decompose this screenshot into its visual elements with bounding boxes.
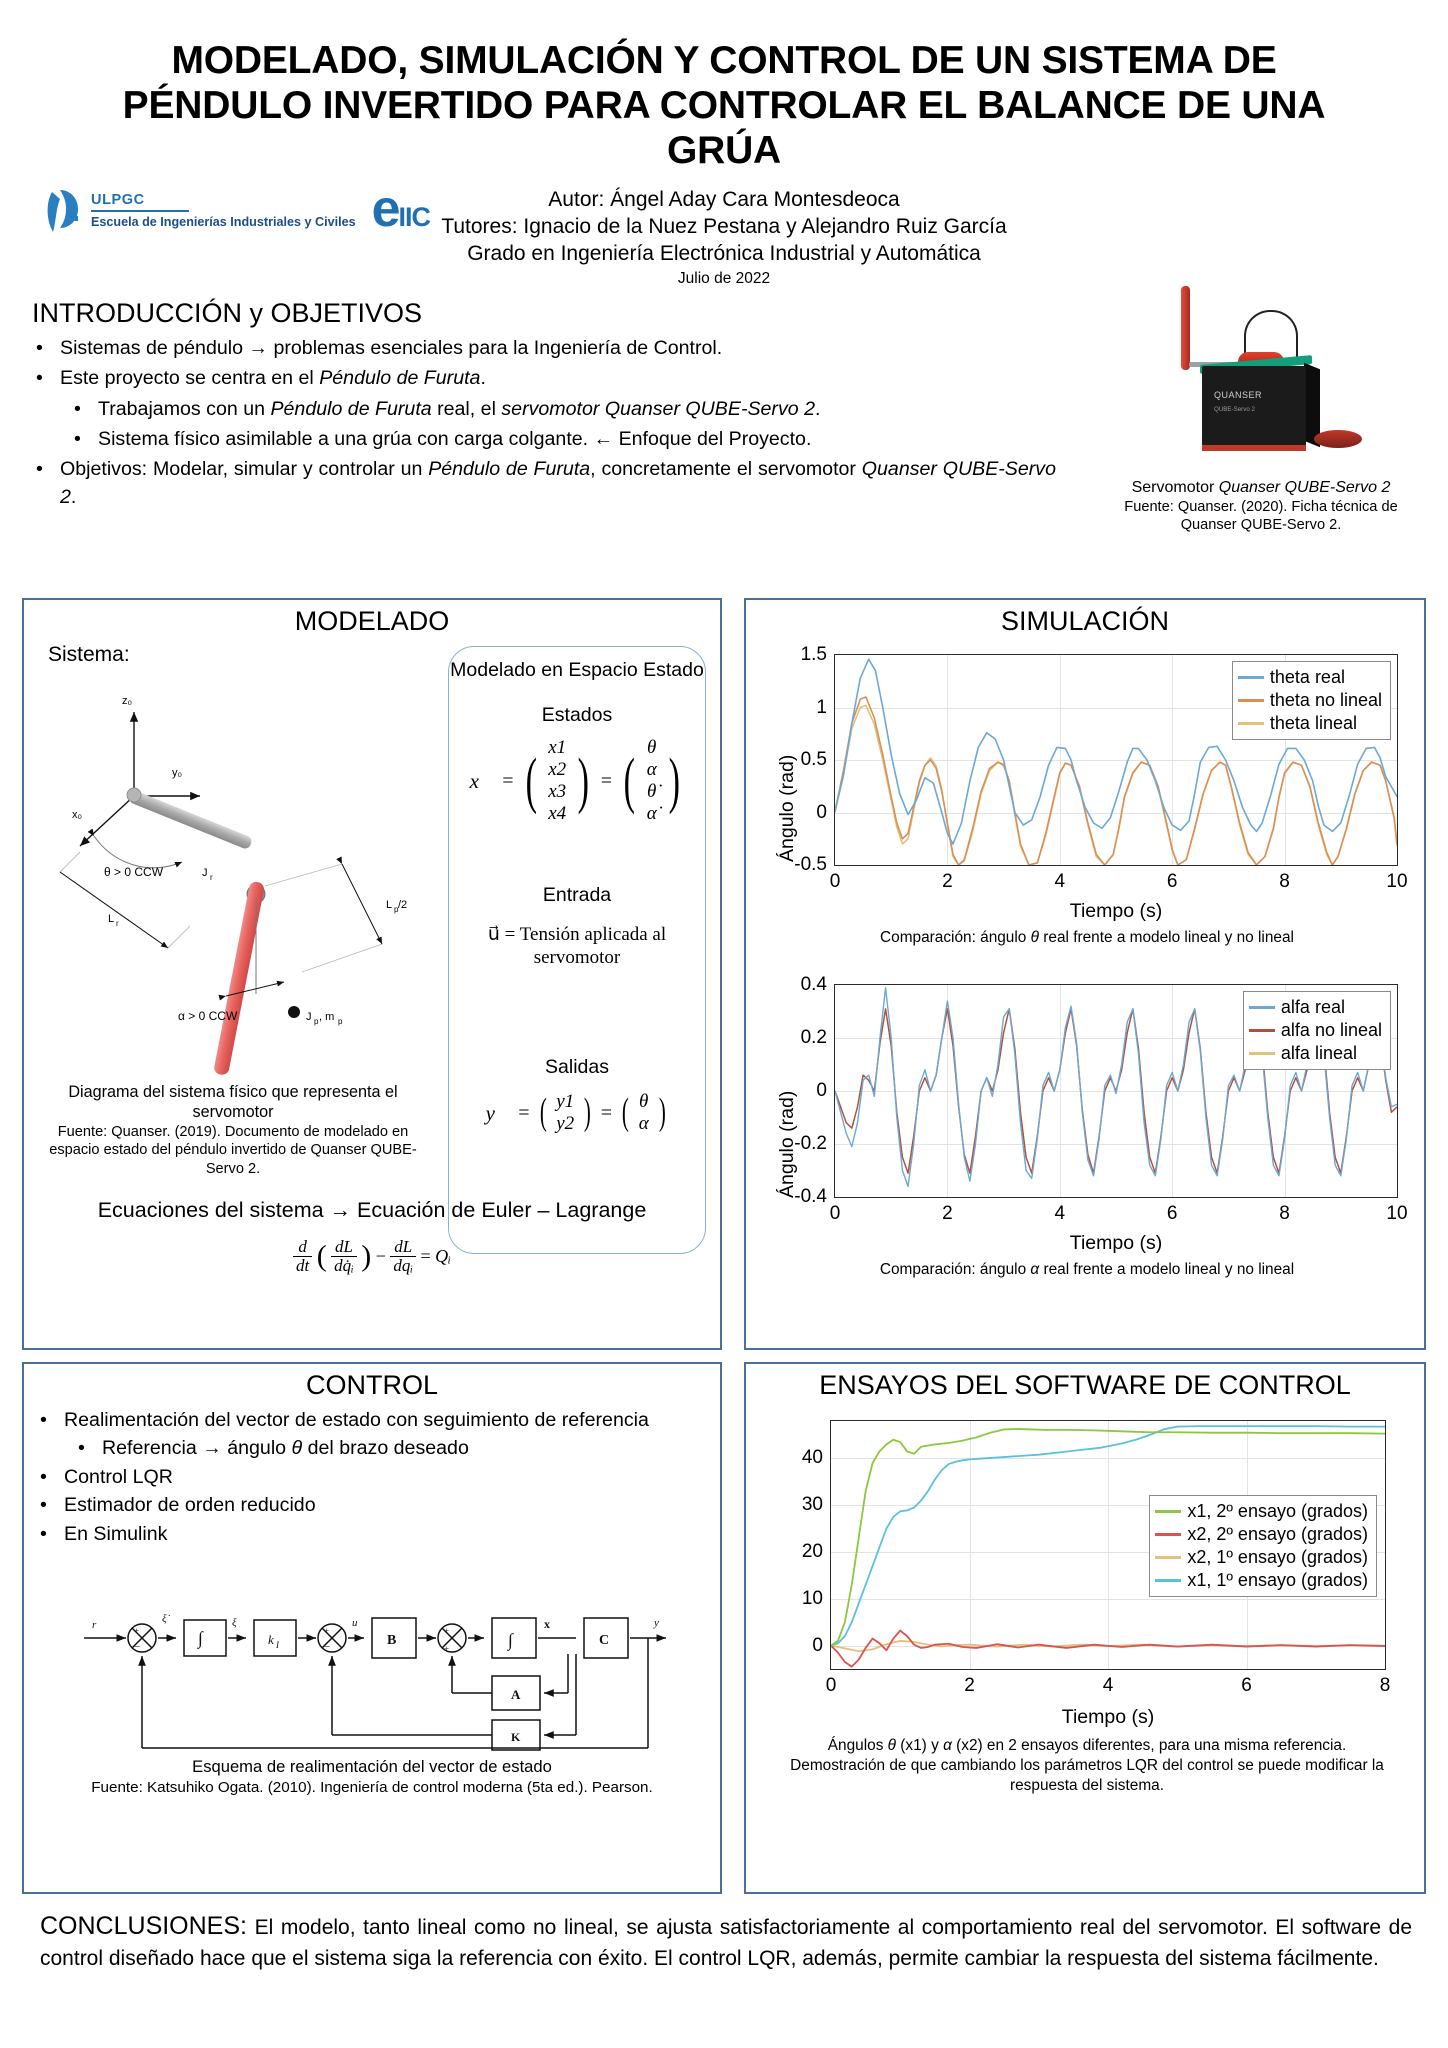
intro-bullet-1: Sistemas de péndulo → problemas esenciales para la Ingeniería de Control. <box>60 336 723 359</box>
pendulum-arm-shape <box>1181 286 1190 370</box>
svg-text:∫: ∫ <box>508 1630 513 1650</box>
x-tick-label: 4 <box>1054 1203 1066 1224</box>
x-tick-label: 0 <box>825 1675 837 1696</box>
state-values-column <box>647 737 657 825</box>
x-tick-label: 10 <box>1386 1203 1408 1224</box>
intro-bullet-5: Objetivos: Modelar, simular y controlar un Péndulo de Furuta, concretamente el servomotor Quanser QUBE-Servo 2. <box>60 458 1056 508</box>
introduction-section <box>22 297 1426 534</box>
svg-text:x₀: x₀ <box>72 809 83 821</box>
state-vector-equation <box>449 737 705 825</box>
euler-lagrange-line: Ecuaciones del sistema → Ecuación de Euler – Lagrange <box>97 1198 647 1222</box>
intro-bullet-2: Este proyecto se centra en el Péndulo de Furuta. <box>60 367 486 390</box>
x-tick-label: 0 <box>829 1203 841 1224</box>
legend-color-swatch <box>1238 676 1264 679</box>
eiic-logo <box>371 179 431 238</box>
bullet-dot-icon: • <box>40 1494 47 1517</box>
conclusions-label: CONCLUSIONES: <box>40 1912 247 1940</box>
x-tick-label: 2 <box>964 1675 975 1696</box>
svg-text:p: p <box>338 1017 343 1026</box>
svg-text:J: J <box>202 867 208 879</box>
y-tick-label: 1 <box>816 696 827 718</box>
intro-heading: INTRODUCCIÓN y OBJETIVOS <box>32 297 423 328</box>
control-bullets <box>40 1407 680 1548</box>
x-tick-label: 8 <box>1379 1675 1391 1696</box>
list-item <box>40 1464 680 1491</box>
paren-close-icon: ) <box>577 747 590 816</box>
dl-dq-fraction <box>390 1238 416 1275</box>
blockdiag-xi: ξ <box>232 1617 237 1629</box>
bullet-dot-icon: • <box>40 1465 47 1488</box>
legend-item <box>1155 1501 1368 1522</box>
legend-label: x1, 2º ensayo (grados) <box>1187 1501 1368 1521</box>
output-y2: y2 <box>556 1113 575 1135</box>
svg-text:∫: ∫ <box>198 1628 203 1648</box>
blockdiag-A: A <box>511 1687 521 1702</box>
legend-color-swatch <box>1249 1029 1275 1032</box>
list-item <box>40 1521 680 1548</box>
legend-label: alfa no lineal <box>1280 1020 1382 1040</box>
page-title: MODELADO, SIMULACIÓN Y CONTROL DE UN SISTEMA DE PÉNDULO INVERTIDO PARA CONTROLAR EL BALANCE DE UNA GRÚA <box>122 39 1326 173</box>
legend-color-swatch <box>1155 1510 1181 1513</box>
state-space-box <box>448 646 706 1254</box>
conclusions-section <box>40 1908 1412 1975</box>
ulpgc-logo <box>44 186 356 236</box>
control-panel <box>22 1362 722 1894</box>
output-vector-equation <box>449 1091 705 1135</box>
svg-text:+: + <box>134 1626 140 1636</box>
ensayos-xlabel: Tiempo (s) <box>1061 1706 1155 1728</box>
x-tick-label: 8 <box>1279 871 1290 892</box>
svg-text:+: + <box>324 1626 330 1636</box>
y-tick-label: -0.4 <box>794 1186 827 1207</box>
inertia-disc-shape <box>1314 430 1362 448</box>
control-bullet-4: Estimador de orden reducido <box>64 1494 316 1517</box>
state-theta: θ <box>647 737 657 759</box>
intro-bullet-3: Trabajamos con un Péndulo de Furuta real, el servomotor Quanser QUBE-Servo 2. <box>98 397 821 420</box>
y-tick-label: 40 <box>801 1447 823 1469</box>
svg-text:p: p <box>394 905 399 914</box>
legend-item <box>1249 997 1382 1018</box>
sistema-label: Sistema: <box>48 643 130 666</box>
svg-text:+: + <box>444 1644 450 1654</box>
x-tick-label: 4 <box>1054 871 1066 892</box>
x-tick-label: 8 <box>1279 1203 1290 1224</box>
blockdiag-K: K <box>511 1730 521 1744</box>
bullet-dot-icon: • <box>40 1409 47 1431</box>
legend-label: theta no lineal <box>1269 690 1382 710</box>
modelado-panel <box>22 598 722 1350</box>
legend-color-swatch <box>1238 699 1264 702</box>
chart-legend[interactable] <box>1243 991 1391 1070</box>
list-item <box>40 1492 680 1519</box>
svg-text:−: − <box>134 1641 141 1653</box>
paren-open-icon-3: ( <box>539 1091 547 1134</box>
blockdiag-x: x <box>544 1617 550 1631</box>
control-bullet-1: Realimentación del vector de estado con seguimiento de referencia <box>64 1409 649 1431</box>
x-tick-label: 0 <box>829 871 841 892</box>
y-tick-label: 0 <box>816 801 827 823</box>
euler-dL-1: dL <box>335 1237 353 1256</box>
svg-text:+: + <box>444 1626 450 1636</box>
theta-plot-area[interactable] <box>794 644 1408 892</box>
legend-item <box>1155 1524 1368 1545</box>
euler-Qi: Qᵢ <box>435 1245 451 1266</box>
bullet-dot-icon: • <box>74 427 81 450</box>
legend-color-swatch <box>1155 1579 1181 1582</box>
conclusions-text: El modelo, tanto lineal como no lineal, se ajusta satisfactoriamente al comportamiento real del servomotor. El software de control diseñado hace que el sistema siga la referencia con éxito. El control LQR, además, permite cambiar la respuesta del sistema fácilmente. <box>40 1916 1412 1971</box>
paren-close-icon-2: ) <box>668 747 680 816</box>
servo-figure <box>1096 262 1426 535</box>
svg-text:I: I <box>276 1640 279 1650</box>
paren-open-icon-2: ( <box>623 747 636 816</box>
bullet-dot-icon: • <box>40 1522 47 1545</box>
output-names-column <box>556 1091 574 1135</box>
euler-dt: dt <box>293 1256 312 1275</box>
paren-open-icon-4: ( <box>621 1091 629 1134</box>
eiic-e-letter: e <box>371 179 399 238</box>
svg-text:−: − <box>324 1641 331 1653</box>
legend-item <box>1155 1547 1368 1568</box>
state-alpha: α <box>646 759 657 781</box>
y-tick-label: -0.2 <box>794 1133 827 1154</box>
y-tick-label: -0.5 <box>794 854 827 875</box>
equals-sign-4: = <box>600 1101 613 1124</box>
blockdiag-xi-dot: ξ̇ <box>162 1613 167 1625</box>
equals-sign: = <box>502 769 514 792</box>
paren-open-icon-5: ( <box>316 1239 327 1273</box>
ensayos-caption: Ángulos θ (x1) y α (x2) en 2 ensayos diferentes, para una misma referencia. Demostración de que cambiando los parámetros LQR del control se puede modificar la respuesta del sistema. <box>790 1737 1384 1795</box>
ulpgc-name: ULPGC <box>91 192 145 209</box>
servo-caption-source: Fuente: Quanser. (2020). Ficha técnica de Quanser QUBE-Servo 2. <box>1124 498 1398 534</box>
svg-text:α > 0 CCW: α > 0 CCW <box>178 1009 238 1023</box>
paren-close-icon-3: ) <box>583 1091 591 1134</box>
output-symbol: y⃗ <box>485 1100 512 1125</box>
theta-caption: Comparación: ángulo θ real frente a modelo lineal y no lineal <box>880 929 1294 946</box>
modelado-title: MODELADO <box>294 606 450 636</box>
servo-photo <box>1156 262 1366 474</box>
y-tick-label: 20 <box>801 1541 823 1563</box>
legend-item <box>1238 690 1382 711</box>
legend-item <box>1249 1020 1382 1041</box>
control-bullet-5: En Simulink <box>64 1522 168 1545</box>
x-tick-label: 2 <box>942 871 953 892</box>
ulpgc-school: Escuela de Ingenierías Industriales y Civiles <box>91 215 356 230</box>
salidas-label: Salidas <box>545 1056 609 1079</box>
servo-caption-title: Servomotor Quanser QUBE-Servo 2 <box>1131 478 1391 496</box>
svg-text:L: L <box>108 913 115 925</box>
list-item <box>74 426 1056 453</box>
state-alpha-dot: α̇ <box>646 803 657 825</box>
svg-text:θ > 0 CCW: θ > 0 CCW <box>104 865 164 879</box>
legend-label: alfa lineal <box>1280 1043 1357 1063</box>
control-caption-title: Esquema de realimentación del vector de estado <box>192 1757 552 1776</box>
y-tick-label: 1.5 <box>800 644 827 665</box>
list-item <box>36 335 1056 362</box>
blockdiag-B: B <box>387 1633 397 1648</box>
state-x1: x1 <box>548 737 567 759</box>
euler-dL-2: dL <box>394 1237 413 1256</box>
output-values-column <box>639 1091 649 1135</box>
list-item <box>36 365 1056 392</box>
control-bullet-3: Control LQR <box>64 1465 173 1488</box>
y-tick-label: 0 <box>816 1080 827 1101</box>
x-tick-label: 6 <box>1166 1203 1178 1224</box>
euler-dq: dqᵢ <box>390 1256 416 1275</box>
furuta-pendulum-diagram <box>50 676 430 1076</box>
list-item <box>36 456 1056 511</box>
d-dt-fraction <box>293 1238 312 1275</box>
ulpgc-divider <box>91 210 189 212</box>
bullet-dot-icon: • <box>36 367 43 390</box>
output-alpha: α <box>638 1113 649 1135</box>
svg-text:J: J <box>306 1011 312 1023</box>
x-tick-label: 6 <box>1241 1675 1252 1696</box>
euler-dqdot: dq̇ᵢ <box>331 1256 357 1275</box>
y-tick-label: 30 <box>801 1494 823 1516</box>
blockdiag-y: y <box>654 1617 659 1629</box>
paren-open-icon: ( <box>525 747 537 816</box>
chart-legend[interactable] <box>1232 661 1391 740</box>
euler-lagrange-equation <box>24 1238 720 1275</box>
bullet-dot-icon: • <box>36 336 43 359</box>
theta-xlabel: Tiempo (s) <box>1069 900 1163 922</box>
y-tick-label: 0.5 <box>800 749 827 770</box>
state-names-column <box>548 737 566 825</box>
bullet-dot-icon: • <box>74 397 81 420</box>
paren-close-icon-4: ) <box>658 1091 666 1134</box>
equals-sign-2: = <box>600 769 613 792</box>
alfa-xlabel: Tiempo (s) <box>1069 1232 1163 1254</box>
legend-item <box>1238 713 1382 734</box>
alfa-ylabel: Ángulo (rad) <box>776 1090 798 1198</box>
output-y1: y1 <box>556 1091 575 1113</box>
bullet-dot-icon: • <box>36 458 43 481</box>
x-tick-label: 6 <box>1166 871 1178 892</box>
ulpgc-mark-icon <box>44 186 84 236</box>
euler-d: d <box>298 1237 307 1256</box>
chart-legend[interactable] <box>1149 1495 1377 1597</box>
svg-text:L: L <box>386 899 393 911</box>
svg-text:, m: , m <box>319 1011 335 1023</box>
state-theta-dot: θ̇ <box>647 781 657 803</box>
device-model-label: QUBE-Servo 2 <box>1214 405 1255 413</box>
paren-close-icon-5: ) <box>361 1239 372 1273</box>
legend-color-swatch <box>1155 1556 1181 1559</box>
state-x2: x2 <box>548 759 567 781</box>
eiic-iic-letters: IIC <box>398 201 431 232</box>
device-base-shape <box>1202 445 1306 451</box>
list-item <box>78 1435 680 1462</box>
legend-label: x2, 2º ensayo (grados) <box>1187 1524 1368 1544</box>
simulacion-panel <box>744 598 1426 1350</box>
dl-dqdot-fraction <box>331 1238 357 1275</box>
x-tick-label: 10 <box>1386 871 1408 892</box>
control-title: CONTROL <box>305 1370 438 1400</box>
state-x4: x4 <box>548 803 567 825</box>
entrada-label: Entrada <box>542 883 612 906</box>
svg-text:k: k <box>268 1632 274 1647</box>
series-line <box>831 1631 1385 1667</box>
control-bullet-2: Referencia → ángulo θ del brazo deseado <box>102 1437 469 1460</box>
svg-text:r: r <box>116 919 119 928</box>
device-brand-label: QUANSER <box>1214 389 1263 400</box>
ensayos-chart <box>746 1408 1428 1795</box>
alfa-plot-area[interactable] <box>794 974 1408 1224</box>
ensayos-title: ENSAYOS DEL SOFTWARE DE CONTROL <box>819 1370 1351 1400</box>
x-tick-label: 4 <box>1102 1675 1114 1696</box>
svg-text:r: r <box>210 873 213 882</box>
state-feedback-block-diagram <box>70 1602 680 1752</box>
simulacion-title: SIMULACIÓN <box>1000 606 1170 636</box>
theta-chart <box>746 646 1428 946</box>
diagram-caption-source: Fuente: Quanser. (2019). Documento de modelado en espacio estado del péndulo invertido de Quanser QUBE-Servo 2. <box>49 1123 417 1177</box>
control-caption-source: Fuente: Katsuhiko Ogata. (2010). Ingeniería de control moderna (5ta ed.). Pearson. <box>91 1778 653 1796</box>
list-item <box>74 396 1056 423</box>
svg-text:p: p <box>314 1017 319 1026</box>
legend-color-swatch <box>1238 722 1264 725</box>
servo-caption <box>1096 478 1426 535</box>
bullet-dot-icon: • <box>78 1437 85 1460</box>
entrada-equation: u⃗ = Tensión aplicada al servomotor <box>487 923 667 969</box>
y-tick-label: 0 <box>812 1634 823 1656</box>
euler-equals: = <box>420 1245 431 1266</box>
logo-group <box>44 179 431 238</box>
ensayos-plot-area[interactable] <box>801 1420 1391 1696</box>
tutors-line: Tutores: Ignacio de la Nuez Pestana y Alejandro Ruiz García <box>441 215 1007 238</box>
y-tick-label: 0.2 <box>800 1027 827 1048</box>
author-line: Autor: Ángel Aday Cara Montesdeoca <box>548 187 900 211</box>
alfa-caption: Comparación: ángulo α real frente a modelo lineal y no lineal <box>879 1261 1295 1278</box>
legend-label: x2, 1º ensayo (grados) <box>1187 1547 1368 1567</box>
state-symbol: x⃗ <box>469 768 496 793</box>
equals-sign-3: = <box>518 1101 530 1124</box>
blockdiag-u: u <box>352 1617 358 1629</box>
intro-bullets <box>36 335 1056 512</box>
legend-color-swatch <box>1249 1052 1275 1055</box>
y-tick-label: 10 <box>801 1587 823 1609</box>
legend-item <box>1238 667 1382 688</box>
legend-item <box>1249 1043 1382 1064</box>
theta-ylabel: Ángulo (rad) <box>776 754 798 862</box>
diagram-caption-title: Diagrama del sistema físico que representa el servomotor <box>68 1083 398 1122</box>
legend-label: x1, 1º ensayo (grados) <box>1187 1570 1368 1590</box>
diagram-caption <box>48 1082 418 1178</box>
euler-minus: − <box>375 1245 386 1266</box>
blockdiag-C: C <box>599 1633 610 1648</box>
x-tick-label: 2 <box>942 1203 953 1224</box>
state-x3: x3 <box>548 781 567 803</box>
legend-label: alfa real <box>1280 997 1345 1017</box>
estados-label: Estados <box>541 704 613 727</box>
legend-item <box>1155 1570 1368 1591</box>
svg-text:y₀: y₀ <box>172 767 183 779</box>
y-tick-label: 0.4 <box>800 974 827 995</box>
ensayos-panel <box>744 1362 1426 1894</box>
intro-bullet-4: Sistema físico asimilable a una grúa con carga colgante. ← Enfoque del Proyecto. <box>98 427 812 450</box>
control-caption <box>24 1756 720 1797</box>
legend-label: theta lineal <box>1269 713 1357 733</box>
legend-label: theta real <box>1269 667 1345 687</box>
alfa-chart <box>746 976 1428 1286</box>
statebox-title: Modelado en Espacio Estado <box>450 659 704 681</box>
legend-color-swatch <box>1249 1006 1275 1009</box>
date-line: Julio de 2022 <box>677 269 771 287</box>
output-theta: θ <box>639 1091 649 1113</box>
list-item <box>40 1407 680 1434</box>
svg-text:/2: /2 <box>398 899 408 911</box>
degree-line: Grado en Ingeniería Electrónica Industrial y Automática <box>467 242 981 266</box>
blockdiag-r: r <box>92 1619 97 1631</box>
svg-text:z₀: z₀ <box>122 695 133 707</box>
legend-color-swatch <box>1155 1533 1181 1536</box>
